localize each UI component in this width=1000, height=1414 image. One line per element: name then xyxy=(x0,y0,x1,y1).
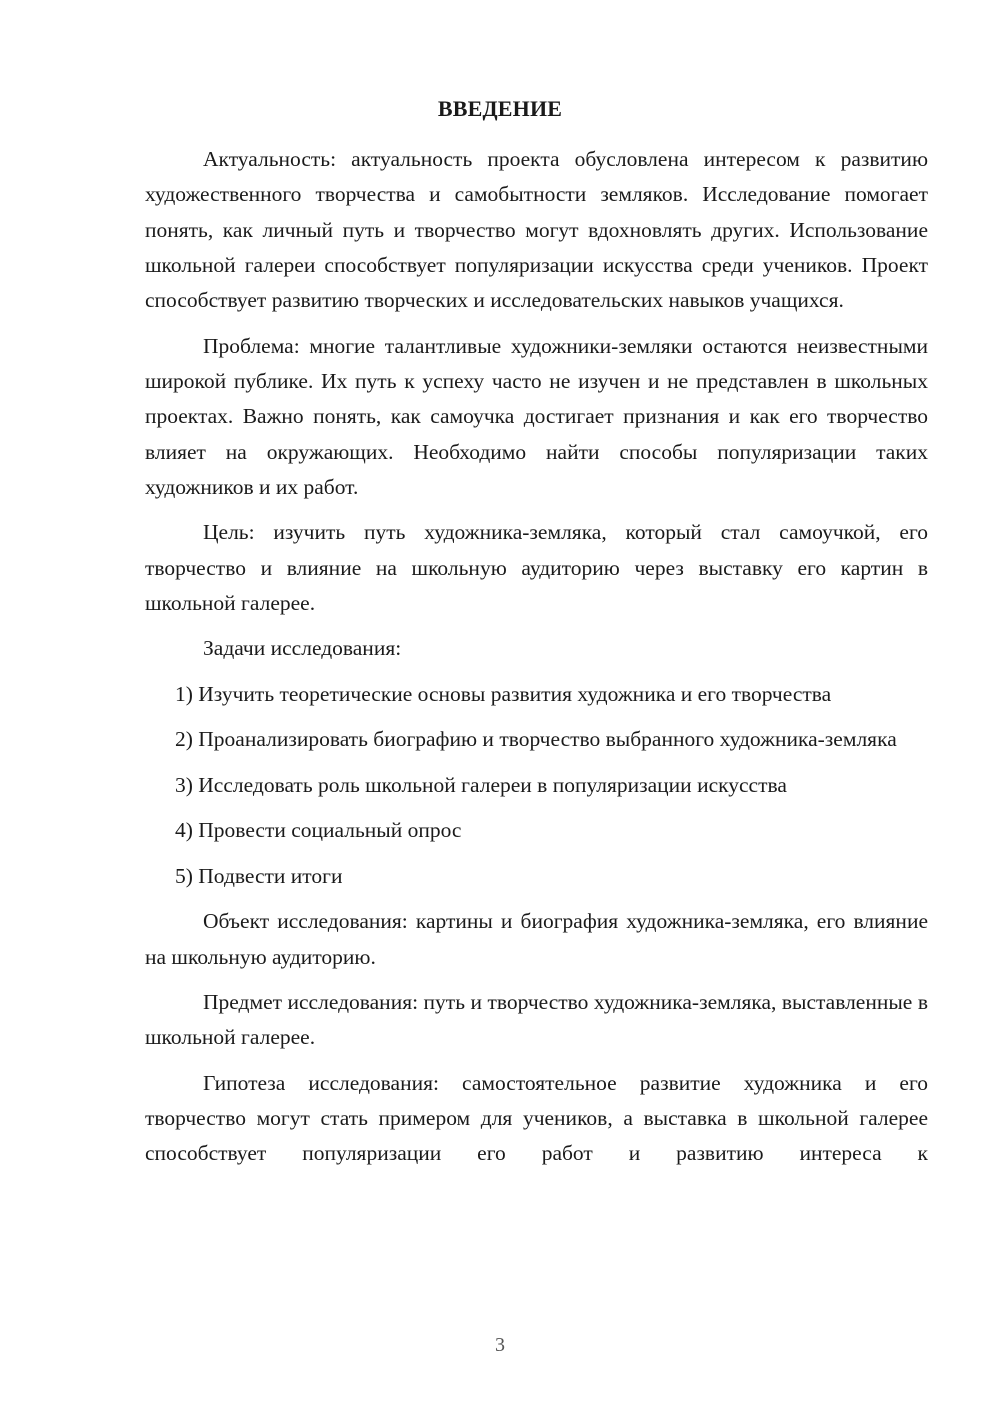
paragraph-subject: Предмет исследования: путь и творчество художника-земляка, выставленные в школьной галерее. xyxy=(145,990,928,1050)
task-item-2: 2) Проанализировать биографию и творчество выбранного художника-земляка xyxy=(175,727,897,752)
paragraph-object: Объект исследования: картины и биография художника-земляка, его влияние на школьную аудиторию. xyxy=(145,909,928,969)
paragraph-problem: Проблема: многие талантливые художники-земляки остаются неизвестными широкой публике. Их путь к успеху часто не изучен и не представлен в школьных проектах. Важно понять, как самоучка достигает признания и как его творчество влияет на окружающих. Необходимо найти способы популяризации таких художников и их работ. xyxy=(145,333,928,499)
task-item-5: 5) Подвести итоги xyxy=(175,863,343,888)
task-item-4: 4) Провести социальный опрос xyxy=(175,818,462,843)
page-number: 3 xyxy=(495,1334,505,1356)
tasks-heading: Задачи исследования: xyxy=(203,636,402,661)
paragraph-hypothesis: Гипотеза исследования: самостоятельное развитие художника и его творчество могут стать примером для учеников, а выставка в школьной галерее способствует популяризации его работ и развитию интереса к xyxy=(145,1070,928,1166)
paragraph-goal: Цель: изучить путь художника-земляка, который стал самоучкой, его творчество и влияние на школьную аудиторию через выставку его картин в школьной галерее. xyxy=(145,520,928,615)
document-body xyxy=(145,142,928,1172)
task-item-1: 1) Изучить теоретические основы развития художника и его творчества xyxy=(175,681,832,706)
page-title: ВВЕДЕНИЕ xyxy=(437,96,563,121)
paragraph-relevance: Актуальность: актуальность проекта обусловлена интересом к развитию художественного творчества и самобытности земляков. Исследование помогает понять, как личный путь и творчество могут вдохновлять других. Использование школьной галереи способствует популяризации искусства среди учеников. Проект способствует развитию творческих и исследовательских навыков учащихся. xyxy=(145,147,928,313)
task-item-3: 3) Исследовать роль школьной галереи в популяризации искусства xyxy=(175,772,787,797)
